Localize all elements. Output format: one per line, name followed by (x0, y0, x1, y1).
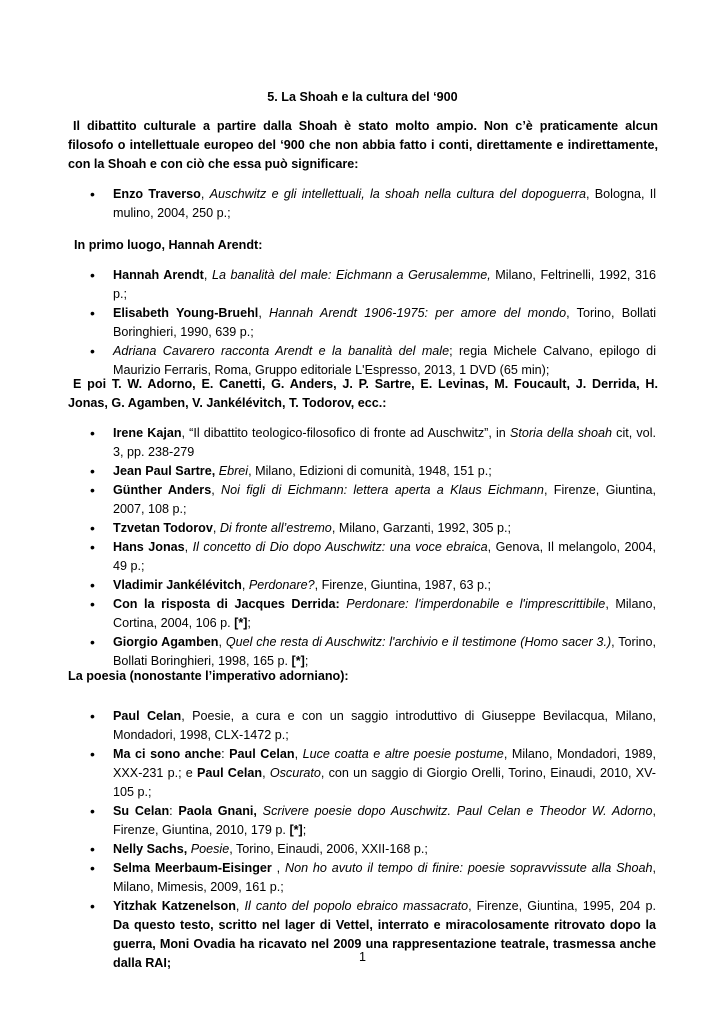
list-item: • Con la risposta di Jacques Derrida: Perdonare: l'imperdonabile e l'imprescrittibile, Milano, Cortina, 2004, 106 p. [*]; (113, 595, 656, 633)
section-heading-arendt: In primo luogo, Hannah Arendt: (74, 238, 263, 252)
page-title: 5. La Shoah e la cultura del ‘900 (267, 90, 458, 104)
list-item: • Enzo Traverso, Auschwitz e gli intellettuali, la shoah nella cultura del dopoguerra, Bologna, Il mulino, 2004, 250 p.; (113, 185, 656, 223)
list-item: • Vladimir Jankélévitch, Perdonare?, Firenze, Giuntina, 1987, 63 p.; (113, 576, 656, 595)
list-item: • Ma ci sono anche: Paul Celan, Luce coatta e altre poesie postume, Milano, Mondadori, 1989, XXX-231 p.; e Paul Celan, Oscurato, con un saggio di Giorgio Orelli, Torino, Einaudi, 2010, XV-105 p.; (113, 745, 656, 802)
section-heading-philosophers: E poi T. W. Adorno, E. Canetti, G. Anders, J. P. Sartre, E. Levinas, M. Foucault, J. Derrida, H. Jonas, G. Agamben, V. Jankélévitch, T. Todorov, ecc.: (68, 377, 658, 410)
list-item: • Su Celan: Paola Gnani, Scrivere poesie dopo Auschwitz. Paul Celan e Theodor W. Adorno, Firenze, Giuntina, 2010, 179 p. [*]; (113, 802, 656, 840)
bullet-list-arendt (0, 266, 725, 380)
list-item: • Giorgio Agamben, Quel che resta di Auschwitz: l'archivio e il testimone (Homo sacer 3.), Torino, Bollati Boringhieri, 1998, 165 p. [*]; (113, 633, 656, 671)
list-item: • Jean Paul Sartre, Ebrei, Milano, Edizioni di comunità, 1948, 151 p.; (113, 462, 656, 481)
section-heading-poetry: La poesia (nonostante l’imperativo adorniano): (68, 669, 349, 683)
bullet-list-philosophers (0, 424, 725, 671)
list-item: • Yitzhak Katzenelson, Il canto del popolo ebraico massacrato, Firenze, Giuntina, 1995, 204 p. Da questo testo, scritto nel lager di Vettel, interrato e miracolosamente ritrovato dopo la guerra, Moni Ovadia ha ricavato nel 2009 una rappresentazione teatrale, trasmessa anche dalla RAI; (113, 897, 656, 973)
list-item: • Paul Celan, Poesie, a cura e con un saggio introduttivo di Giuseppe Bevilacqua, Milano, Mondadori, 1998, CLX-1472 p.; (113, 707, 656, 745)
list-item: • Irene Kajan, “Il dibattito teologico-filosofico di fronte ad Auschwitz”, in Storia della shoah cit, vol. 3, pp. 238-279 (113, 424, 656, 462)
list-item: • Tzvetan Todorov, Di fronte all’estremo, Milano, Garzanti, 1992, 305 p.; (113, 519, 656, 538)
bullet-list-poetry (0, 707, 725, 973)
page-number: 1 (358, 950, 366, 964)
list-item: • Günther Anders, Noi figli di Eichmann: lettera aperta a Klaus Eichmann, Firenze, Giuntina, 2007, 108 p.; (113, 481, 656, 519)
list-item: • Elisabeth Young-Bruehl, Hannah Arendt 1906-1975: per amore del mondo, Torino, Bollati Boringhieri, 1990, 639 p.; (113, 304, 656, 342)
bullet-list-traverso (0, 185, 725, 223)
list-item: • Hannah Arendt, La banalità del male: Eichmann a Gerusalemme, Milano, Feltrinelli, 1992, 316 p.; (113, 266, 656, 304)
intro-paragraph: Il dibattito culturale a partire dalla Shoah è stato molto ampio. Non c’è praticamente alcun filosofo o intellettuale europeo del ‘900 che non abbia fatto i conti, direttamente e indirettamente, con la Shoah e con ciò che essa può significare: (68, 119, 658, 171)
list-item: • Hans Jonas, Il concetto di Dio dopo Auschwitz: una voce ebraica, Genova, Il melangolo, 2004, 49 p.; (113, 538, 656, 576)
list-item: • Selma Meerbaum-Eisinger , Non ho avuto il tempo di finire: poesie sopravvissute alla Shoah, Milano, Mimesis, 2009, 161 p.; (113, 859, 656, 897)
list-item: • Adriana Cavarero racconta Arendt e la banalità del male; regia Michele Calvano, epilogo di Maurizio Ferraris, Roma, Gruppo editoriale L'Espresso, 2013, 1 DVD (65 min); (113, 342, 656, 380)
list-item: • Nelly Sachs, Poesie, Torino, Einaudi, 2006, XXII-168 p.; (113, 840, 656, 859)
